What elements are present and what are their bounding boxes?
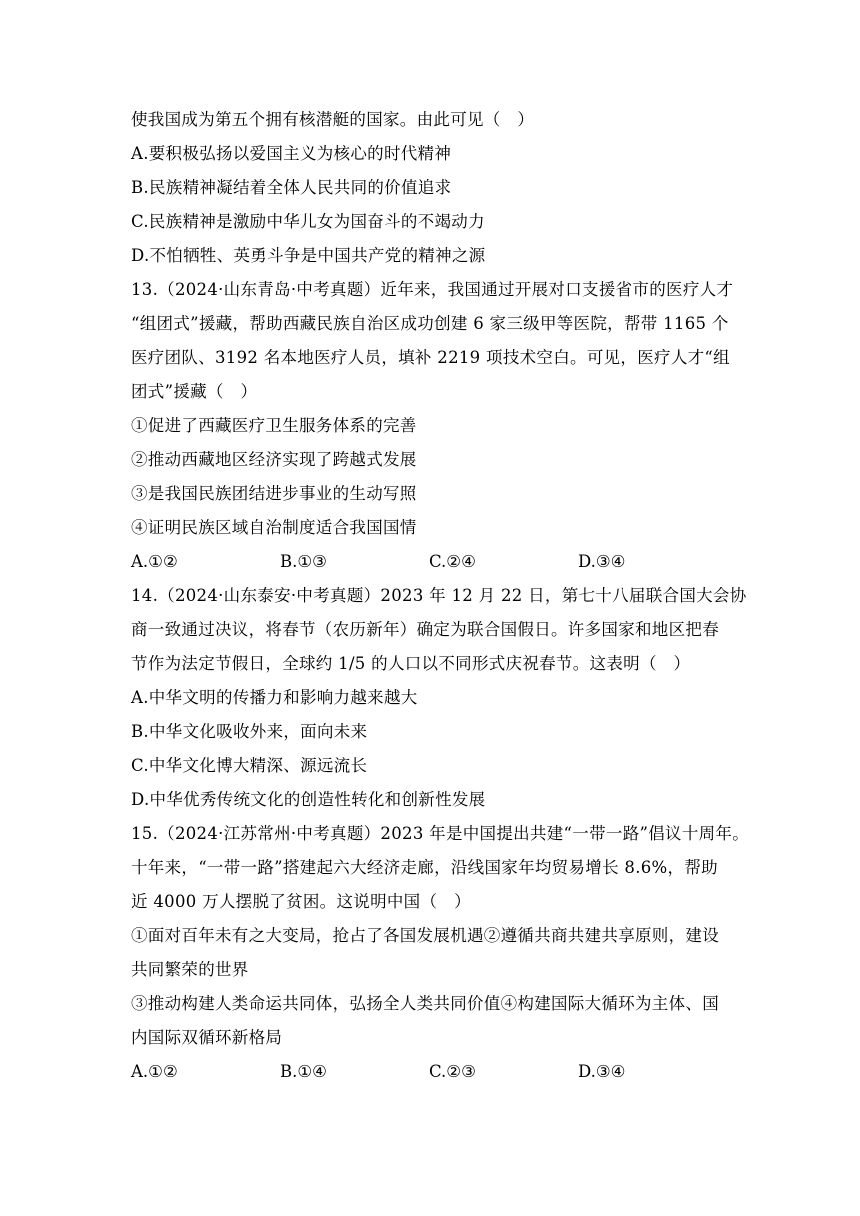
q14-option-a: A.中华文明的传播力和影响力越来越大 — [131, 688, 418, 707]
q13-stem-line: 医疗团队、3192 名本地医疗人员，填补 2219 项技术空白。可见，医疗人才“组 — [131, 348, 730, 367]
q15-statement-line: ①面对百年未有之大变局，抢占了各国发展机遇②遵循共商共建共享原则，建设 — [131, 926, 719, 945]
q14-option-c: C.中华文化博大精深、源远流长 — [131, 756, 368, 775]
q14-option-d: D.中华优秀传统文化的创造性转化和创新性发展 — [131, 790, 486, 809]
q15-stem-line: 近 4000 万人摆脱了贫困。这说明中国（ ） — [131, 892, 471, 911]
q14-stem-line: 商一致通过决议，将春节（农历新年）确定为联合国假日。许多国家和地区把春 — [131, 620, 719, 639]
q13-choices — [131, 545, 751, 579]
q15-choice-d: D.③④ — [578, 1062, 626, 1081]
q12-option-c: C.民族精神是激励中华儿女为国奋斗的不竭动力 — [131, 212, 485, 231]
q15-statement-line: 共同繁荣的世界 — [131, 960, 249, 979]
q13-stem-line: “组团式”援藏，帮助西藏民族自治区成功创建 6 家三级甲等医院，帮带 1165 个 — [131, 314, 729, 333]
q14-stem-line: 节作为法定节假日，全球约 1/5 的人口以不同形式庆祝春节。这表明（ ） — [131, 654, 691, 673]
q13-statement-1: ①促进了西藏医疗卫生服务体系的完善 — [131, 416, 417, 435]
q12-option-a: A.要积极弘扬以爱国主义为核心的时代精神 — [131, 144, 452, 163]
q14-stem-line: 14.（2024·山东泰安·中考真题）2023 年 12 月 22 日，第七十八届联合国大会协 — [131, 586, 747, 605]
q15-choice-b: B.①④ — [280, 1062, 327, 1081]
q13-choice-c: C.②④ — [429, 552, 476, 571]
q13-statement-3: ③是我国民族团结进步事业的生动写照 — [131, 484, 417, 503]
q15-stem-line: 15.（2024·江苏常州·中考真题）2023 年是中国提出共建“一带一路”倡议十周年。 — [131, 824, 750, 843]
q15-choices — [131, 1055, 751, 1089]
q12-option-b: B.民族精神凝结着全体人民共同的价值追求 — [131, 178, 452, 197]
q12-option-d: D.不怕牺牲、英勇斗争是中国共产党的精神之源 — [131, 246, 486, 265]
q15-choice-c: C.②③ — [429, 1062, 476, 1081]
q15-stem-line: 十年来，“一带一路”搭建起六大经济走廊，沿线国家年均贸易增长 8.6%，帮助 — [131, 858, 718, 877]
q14-option-b: B.中华文化吸收外来，面向未来 — [131, 722, 368, 741]
q13-choice-b: B.①③ — [280, 552, 327, 571]
q15-statement-line: 内国际双循环新格局 — [131, 1028, 283, 1047]
q13-choice-a: A.①② — [131, 552, 178, 571]
q12-stem-tail: 使我国成为第五个拥有核潜艇的国家。由此可见（ ） — [131, 110, 535, 129]
q13-stem-line: 13.（2024·山东青岛·中考真题）近年来，我国通过开展对口支援省市的医疗人才 — [131, 280, 734, 299]
q15-statement-line: ③推动构建人类命运共同体，弘扬全人类共同价值④构建国际大循环为主体、国 — [131, 994, 719, 1013]
q13-stem-line: 团式”援藏（ ） — [131, 382, 258, 401]
q13-statement-2: ②推动西藏地区经济实现了跨越式发展 — [131, 450, 417, 469]
q13-statement-4: ④证明民族区域自治制度适合我国国情 — [131, 518, 417, 537]
q15-choice-a: A.①② — [131, 1062, 178, 1081]
question-content — [131, 103, 751, 1089]
q13-choice-d: D.③④ — [578, 552, 626, 571]
